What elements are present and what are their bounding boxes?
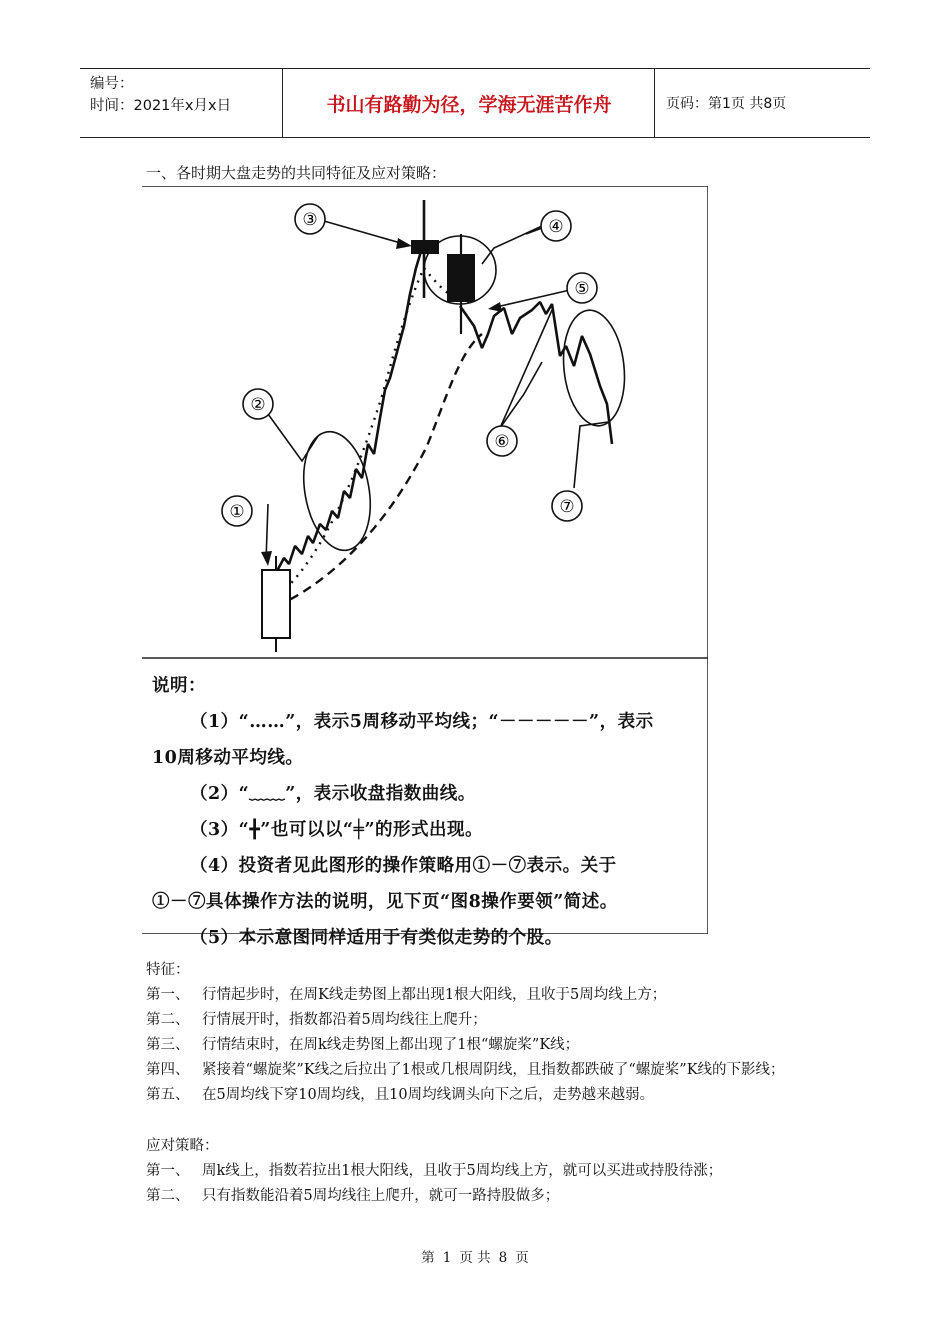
pointer-3-head	[396, 238, 412, 249]
list-item-ordinal: 第二、	[146, 1012, 190, 1028]
list-item-text: 行情结束时，在周k线走势图上都出现了1根“螺旋桨”K线；	[202, 1037, 580, 1053]
section-title: 一、各时期大盘走势的共同特征及应对策略：	[146, 164, 447, 182]
candle-4-body	[447, 254, 475, 302]
list-item	[146, 1033, 816, 1058]
note-line: 说明：	[152, 676, 206, 696]
marker-6-label: ⑥	[494, 432, 510, 452]
header-page-info: 页码：第1页 共8页	[666, 96, 787, 112]
header-motto: 书山有路勤为径，学海无涯苦作舟	[326, 93, 612, 116]
document-body	[146, 958, 816, 1209]
strategy-heading: 应对策略：	[146, 1138, 219, 1154]
page-footer	[0, 1246, 950, 1266]
marker-3-label: ③	[302, 210, 318, 230]
pointer-5-head	[488, 302, 502, 312]
list-item-ordinal: 第一、	[146, 1163, 190, 1179]
list-item-ordinal: 第三、	[146, 1037, 190, 1053]
number-label: 编号：	[90, 76, 134, 92]
pointer-5	[492, 290, 570, 308]
ma5-line	[280, 268, 472, 594]
pointer-2	[268, 414, 318, 461]
note-line: （4）投资者见此图形的操作策略用①－⑦表示。关于	[190, 856, 617, 876]
list-item-text: 只有指数能沿着5周均线往上爬升，就可一路持股做多；	[202, 1188, 560, 1204]
footer-suffix: 页	[515, 1250, 529, 1266]
list-item-text: 行情展开时，指数都沿着5周均线往上爬升；	[202, 1012, 487, 1028]
pointer-6b	[500, 310, 552, 428]
note-line: （5）本示意图同样适用于有类似走势的个股。	[190, 928, 563, 948]
footer-prefix: 第	[421, 1250, 435, 1266]
marker-7-label: ⑦	[559, 497, 575, 517]
list-item-ordinal: 第四、	[146, 1062, 190, 1078]
list-item	[146, 1008, 816, 1033]
list-item-text: 紧接着“螺旋桨”K线之后拉出了1根或几根周阴线，且指数都跌破了“螺旋桨”K线的下影线；	[202, 1062, 785, 1078]
note-line: ①－⑦具体操作方法的说明，见下页“图8操作要领”简述。	[152, 892, 618, 912]
ma10-line	[277, 334, 482, 606]
footer-mid: 页 共	[459, 1250, 491, 1266]
list-item	[146, 983, 816, 1008]
list-item-text: 行情起步时，在周K线走势图上都出现1根大阳线，且收于5周均线上方；	[202, 987, 667, 1003]
time-label: 时间：2021年x月x日	[90, 98, 232, 114]
page-header	[80, 68, 870, 138]
pointer-3	[324, 221, 404, 244]
features-heading: 特征：	[146, 962, 190, 978]
header-meta	[90, 73, 231, 117]
marker-5-label: ⑤	[574, 279, 590, 299]
note-line: （2）“﹏﹏”，表示收盘指数曲线。	[190, 784, 476, 804]
note-line: 10周移动平均线。	[152, 748, 304, 768]
list-item	[146, 1184, 816, 1209]
marker-1-label: ①	[229, 502, 245, 522]
list-item-ordinal: 第五、	[146, 1087, 190, 1103]
note-line: （3）“╋”也可以以“╪”的形式出现。	[190, 820, 484, 840]
list-item-ordinal: 第一、	[146, 987, 190, 1003]
pointer-7	[574, 422, 608, 488]
strategy-list	[146, 1159, 816, 1209]
index-curve-rise	[277, 248, 422, 571]
list-item-text: 在5周均线下穿10周均线，且10周均线调头向下之后，走势越来越弱。	[202, 1087, 655, 1103]
pointer-1-head	[261, 551, 272, 566]
note-line: （1）“……”，表示5周移动平均线；“－－－－－”，表示	[190, 712, 654, 732]
list-item-ordinal: 第二、	[146, 1188, 190, 1204]
list-item	[146, 1083, 816, 1108]
marker-2-label: ②	[250, 395, 266, 415]
footer-total: 8	[498, 1250, 508, 1266]
footer-page-num: 1	[442, 1250, 452, 1266]
marker-4-label: ④	[548, 217, 564, 237]
list-item-text: 周k线上，指数若拉出1根大阳线，且收于5周均线上方，就可以买进或持股待涨；	[202, 1163, 723, 1179]
candle-1-body	[262, 570, 290, 638]
pointer-6a	[500, 362, 542, 428]
candle-3-body	[411, 240, 439, 254]
features-list	[146, 983, 816, 1108]
list-item	[146, 1159, 816, 1184]
list-item	[146, 1058, 816, 1083]
figure-notes	[152, 668, 697, 956]
